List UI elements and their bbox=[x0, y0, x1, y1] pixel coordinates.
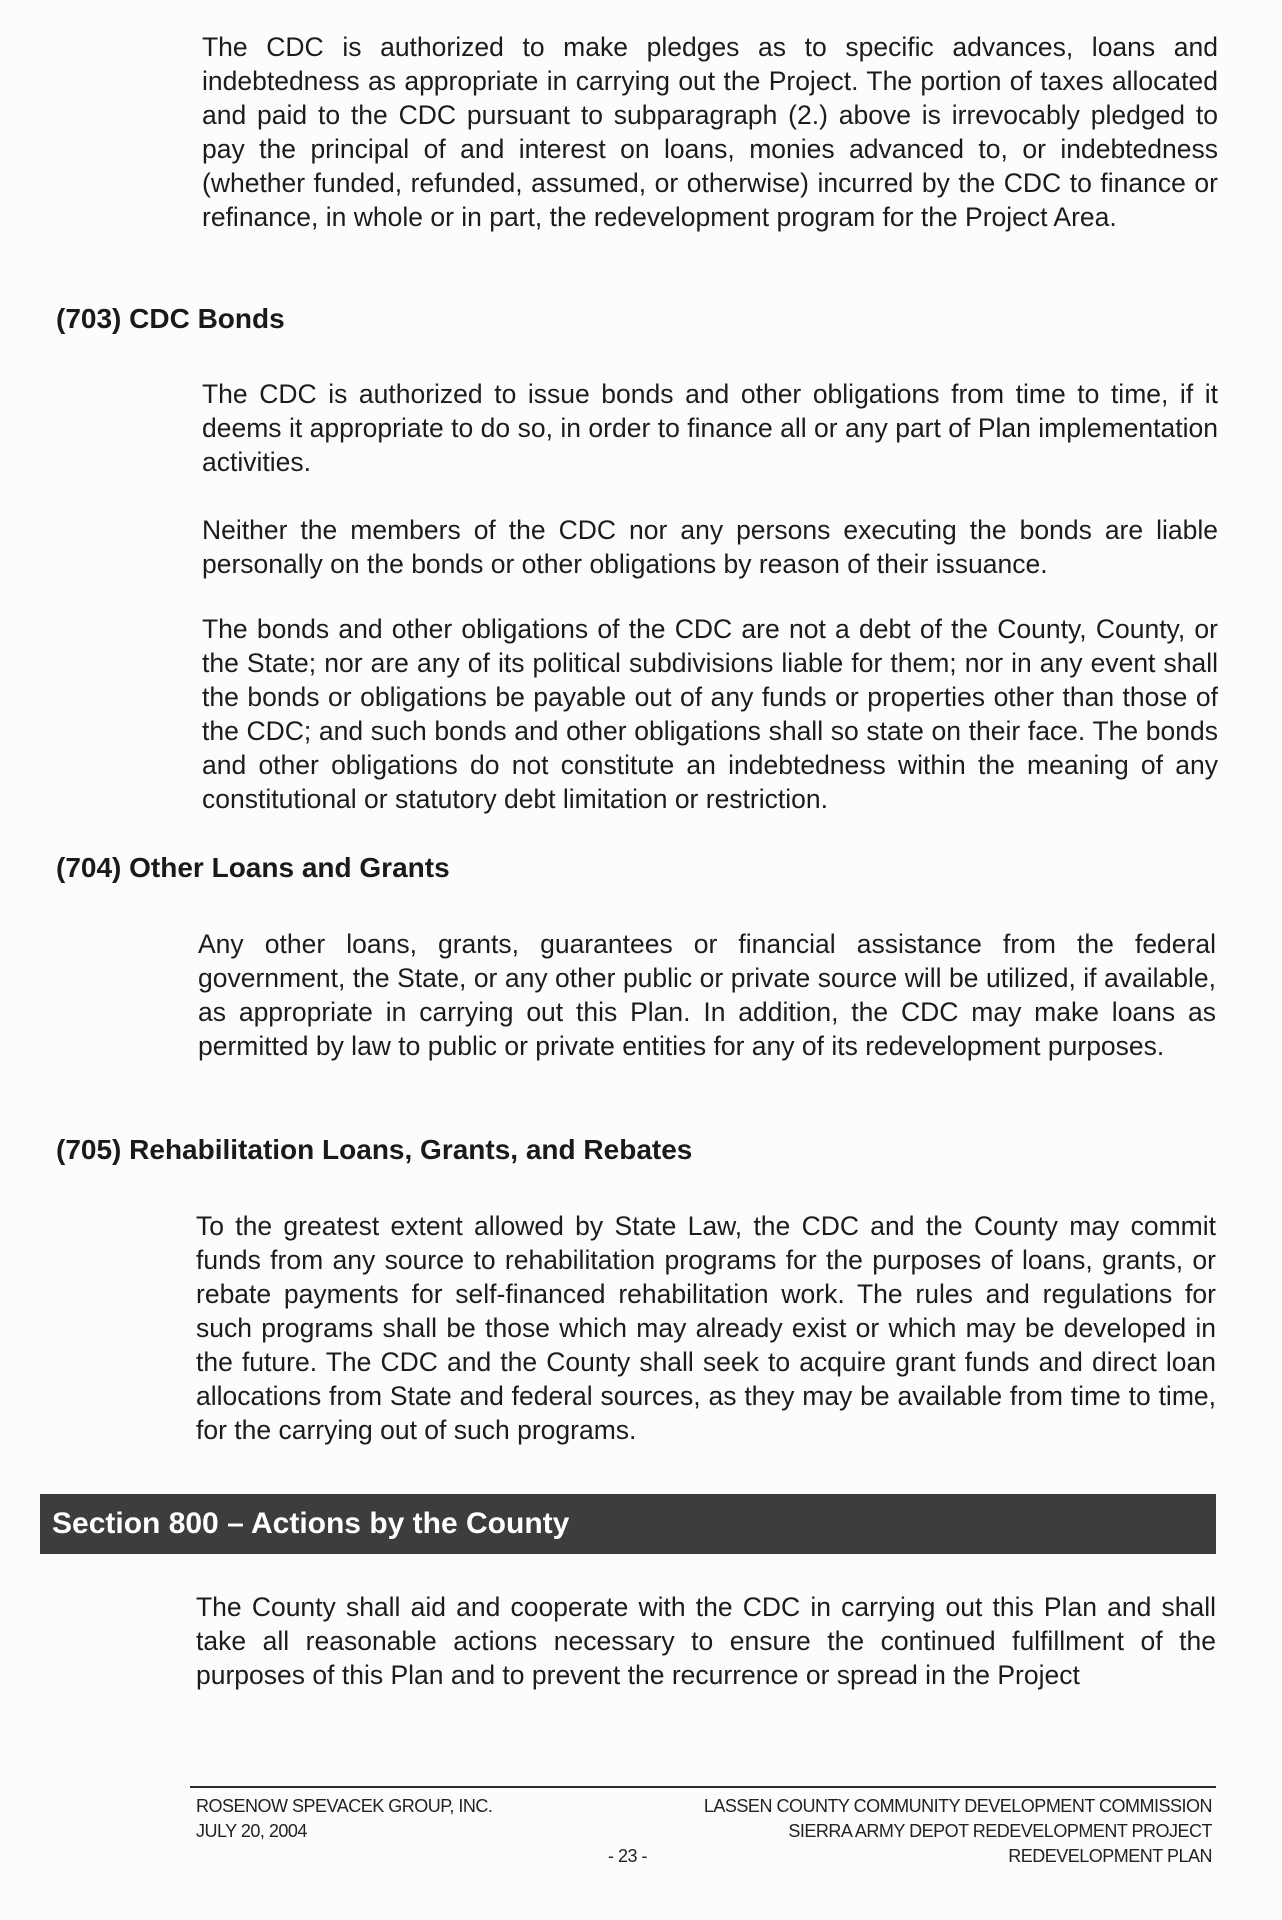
section-800-heading-bar bbox=[40, 1494, 1216, 1554]
paragraph-703-3: The bonds and other obligations of the CDC are not a debt of the County, County, or the State; nor are any of its political subdivisions liable for them; nor in any event shall the bonds or obligations be payable out of any funds or properties other than those of the CDC; and such bonds and other obligations shall so state on their face. The bonds and other obligations do not constitute an indebtedness within the meaning of any constitutional or statutory debt limitation or restriction. bbox=[202, 614, 1218, 814]
paragraph-705: To the greatest extent allowed by State Law, the CDC and the County may commit funds from any source to rehabilitation programs for the purposes of loans, grants, or rebate payments for self-financed rehabilitation work. The rules and regulations for such programs shall be those which may already exist or which may be developed in the future. The CDC and the County shall seek to acquire grant funds and direct loan allocations from State and federal sources, as they may be available from time to time, for the carrying out of such programs. bbox=[196, 1211, 1216, 1445]
paragraph-800: The County shall aid and cooperate with the CDC in carrying out this Plan and shall take all reasonable actions necessary to ensure the continued fulfillment of the purposes of this Plan and to prevent the recurrence or spread in the Project bbox=[196, 1592, 1216, 1690]
footer-company: ROSENOW SPEVACEK GROUP, INC. bbox=[196, 1796, 493, 1816]
footer-left-block bbox=[196, 1794, 492, 1844]
intro-paragraph: The CDC is authorized to make pledges as to specific advances, loans and indebtedness as appropriate in carrying out the Project. The portion of taxes allocated and paid to the CDC pursuant to subparagraph (2.) above is irrevocably pledged to pay the principal of and interest on loans, monies advanced to, or indebtedness (whether funded, refunded, assumed, or otherwise) incurred by the CDC to finance or refinance, in whole or in part, the redevelopment program for the Project Area. bbox=[202, 32, 1218, 232]
heading-703-cdc-bonds: (703) CDC Bonds bbox=[56, 303, 285, 334]
footer-date: JULY 20, 2004 bbox=[196, 1821, 307, 1841]
paragraph-704: Any other loans, grants, guarantees or financial assistance from the federal government, the State, or any other public or private source will be utilized, if available, as appropriate in carrying out this Plan. In addition, the CDC may make loans as permitted by law to public or private entities for any of its redevelopment purposes. bbox=[198, 929, 1216, 1061]
footer-plan: REDEVELOPMENT PLAN bbox=[1008, 1846, 1212, 1866]
footer-right-block bbox=[704, 1794, 1212, 1869]
heading-704-other-loans: (704) Other Loans and Grants bbox=[56, 852, 450, 883]
footer-commission: LASSEN COUNTY COMMUNITY DEVELOPMENT COMMISSION bbox=[703, 1796, 1212, 1816]
footer-divider bbox=[190, 1786, 1216, 1788]
section-800-heading: Section 800 – Actions by the County bbox=[52, 1507, 570, 1540]
page-number: - 23 - bbox=[608, 1846, 648, 1866]
paragraph-703-1: The CDC is authorized to issue bonds and other obligations from time to time, if it deems it appropriate to do so, in order to finance all or any part of Plan implementation activities. bbox=[202, 379, 1218, 477]
paragraph-703-2: Neither the members of the CDC nor any persons executing the bonds are liable personally on the bonds or other obligations by reason of their issuance. bbox=[202, 515, 1218, 579]
heading-705-rehabilitation: (705) Rehabilitation Loans, Grants, and Rebates bbox=[56, 1134, 693, 1165]
footer-project: SIERRA ARMY DEPOT REDEVELOPMENT PROJECT bbox=[788, 1821, 1212, 1841]
